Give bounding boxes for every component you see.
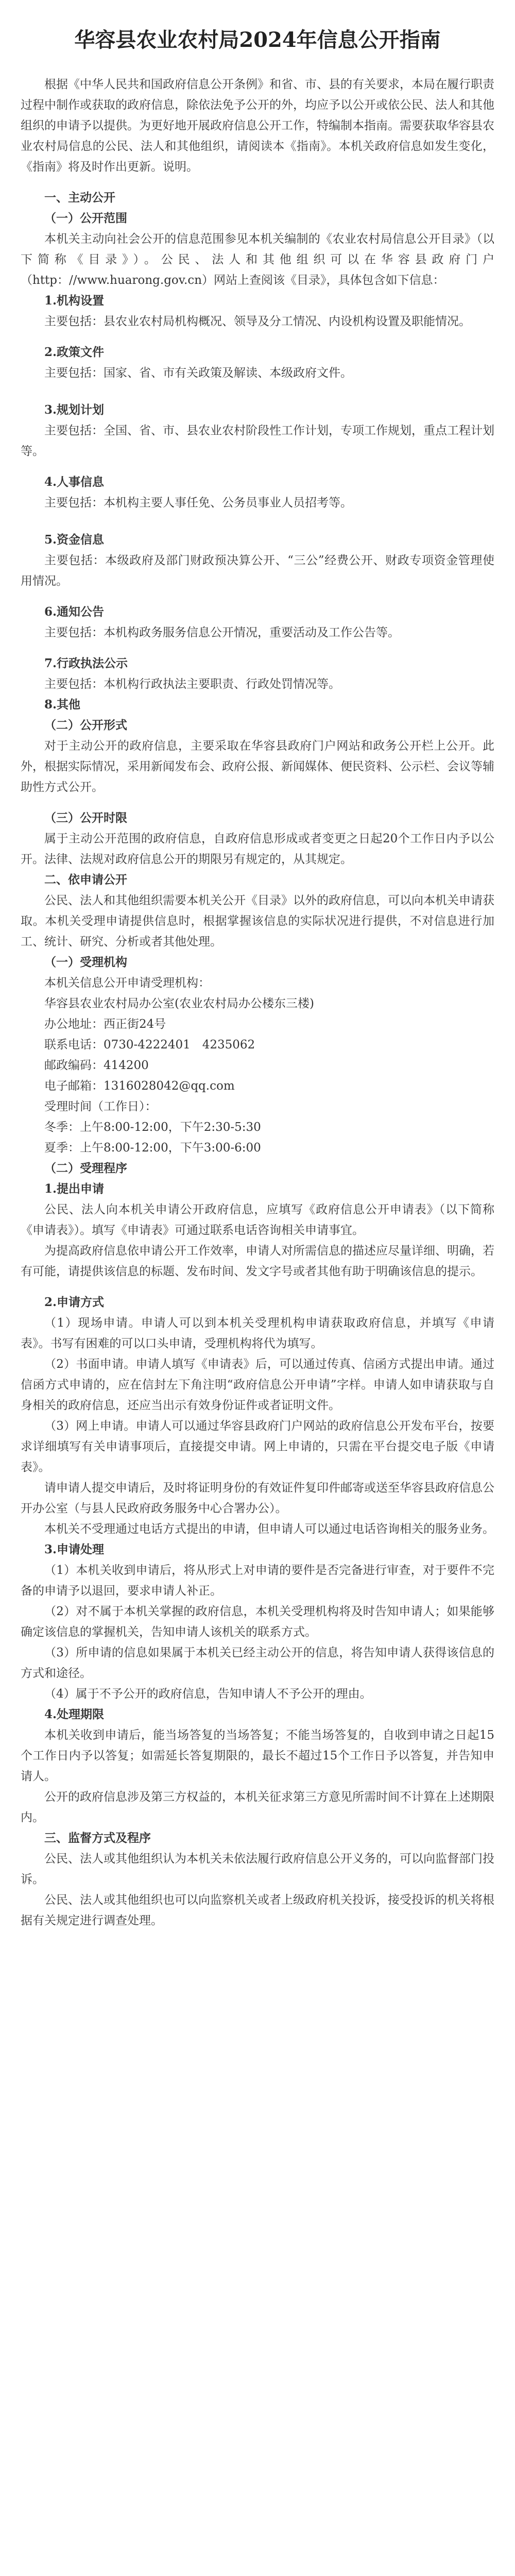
paragraph: 请申请人提交申请后，及时将证明身份的有效证件复印件邮寄或送至华容县政府信息公开办公室（与县人民政府政务服务中心合署办公）。 [21, 1481, 494, 1515]
section-heading: 一、主动公开 [44, 191, 115, 205]
paragraph: 主要包括：全国、省、市、县农业农村阶段性工作计划，专项工作规划，重点工程计划等。 [21, 424, 494, 458]
paragraph: 本机关收到申请后，能当场答复的当场答复；不能当场答复的，自收到申请之日起15个工作日内予以答复；如需延长答复期限的，最长不超过15个工作日予以答复，并告知申请人。 [21, 1728, 494, 1783]
section-heading: 二、依申请公开 [44, 873, 127, 887]
paragraph: 华容县农业农村局办公室(农业农村局办公楼东三楼) [44, 997, 314, 1010]
paragraph: 主要包括：国家、省、市有关政策及解读、本级政府文件。 [44, 366, 352, 380]
paragraph: （3）所申请的信息如果属于本机关已经主动公开的信息，将告知申请人获得该信息的方式和途径。 [21, 1646, 494, 1680]
section-heading: 4.处理期限 [44, 1707, 105, 1721]
paragraph: 冬季：上午8:00-12:00，下午2:30-5:30 [44, 1121, 261, 1134]
section-heading: 2.政策文件 [44, 345, 105, 359]
paragraph: 本机关不受理通过电话方式提出的申请，但申请人可以通过电话咨询相关的服务业务。 [44, 1522, 494, 1536]
paragraph: 属于主动公开范围的政府信息，自政府信息形成或者变更之日起20个工作日内予以公开。法律、法规对政府信息公开的期限另有规定的，从其规定。 [21, 832, 494, 866]
paragraph: 主要包括：本机构政务服务信息公开情况，重要活动及工作公告等。 [44, 626, 400, 639]
paragraph: 受理时间（工作日）： [44, 1100, 157, 1113]
paragraph: 主要包括：县农业农村局机构概况、领导及分工情况、内设机构设置及职能情况。 [44, 315, 471, 328]
section-heading: 三、监督方式及程序 [44, 1831, 151, 1845]
document-body [21, 74, 494, 1931]
section-heading: 3.申请处理 [44, 1543, 105, 1556]
section-heading: （三）公开时限 [44, 811, 127, 825]
paragraph: （1）现场申请。申请人可以到本机关受理机构申请获取政府信息，并填写《申请表》。书写有困难的可以口头申请，受理机构将代为填写。 [21, 1316, 494, 1350]
paragraph: 电子邮箱：1316028042@qq.com [44, 1079, 235, 1093]
paragraph: 根据《中华人民共和国政府信息公开条例》和省、市、县的有关要求，本局在履行职责过程中制作或获取的政府信息，除依法免予公开的外，均应予以公开或依公民、法人和其他组织的申请予以提供。为更好地开展政府信息公开工作，特编制本指南。需要获取华容县农业农村局信息的公民、法人和其他组织，请阅读本《指南》。本机关政府信息如发生变化，《指南》将及时作出更新。说明。 [21, 78, 494, 174]
paragraph: （2）对不属于本机关掌握的政府信息，本机关受理机构将及时告知申请人；如果能够确定该信息的掌握机关，告知申请人该机关的联系方式。 [21, 1605, 494, 1639]
section-heading: （二）受理程序 [44, 1161, 127, 1175]
section-heading: （一）受理机构 [44, 955, 127, 969]
paragraph: 夏季：上午8:00-12:00，下午3:00-6:00 [44, 1141, 261, 1155]
paragraph: 本机关信息公开申请受理机构： [44, 976, 210, 990]
paragraph: 本机关主动向社会公开的信息范围参见本机关编制的《农业农村局信息公开目录》（以下简称《目录》）。公民、法人和其他组织可以在华容县政府门户（http：//www.huarong.gov.cn）网站上查阅该《目录》，具体包含如下信息： [21, 232, 494, 287]
section-heading: （二）公开形式 [44, 718, 127, 732]
section-heading: 8.其他 [44, 698, 81, 711]
paragraph: 邮政编码：414200 [44, 1059, 149, 1072]
paragraph: （3）网上申请。申请人可以通过华容县政府门户网站的政府信息公开发布平台，按要求详细填写有关申请事项后，直接提交申请。网上申请的，只需在平台提交电子版《申请表》。 [21, 1419, 494, 1474]
section-heading: 1.机构设置 [44, 294, 105, 308]
paragraph: 联系电话：0730-4222401 4235062 [44, 1038, 255, 1052]
paragraph: 对于主动公开的政府信息，主要采取在华容县政府门户网站和政务公开栏上公开。此外，根据实际情况，采用新闻发布会、政府公报、新闻媒体、便民资料、公示栏、会议等辅助性方式公开。 [21, 739, 494, 794]
paragraph: 为提高政府信息依申请公开工作效率，申请人对所需信息的描述应尽量详细、明确，若有可能，请提供该信息的标题、发布时间、发文字号或者其他有助于明确该信息的提示。 [21, 1244, 494, 1278]
section-heading: （一）公开范围 [44, 211, 127, 225]
paragraph: 主要包括：本机构主要人事任免、公务员事业人员招考等。 [44, 496, 352, 510]
paragraph: 公民、法人或其他组织认为本机关未依法履行政府信息公开义务的，可以向监督部门投诉。 [21, 1852, 494, 1886]
section-heading: 5.资金信息 [44, 533, 105, 547]
section-heading: 7.行政执法公示 [44, 656, 128, 670]
paragraph: 主要包括：本机构行政执法主要职责、行政处罚情况等。 [44, 677, 340, 691]
paragraph: （4）属于不予公开的政府信息，告知申请人不予公开的理由。 [44, 1687, 372, 1701]
section-heading: 1.提出申请 [44, 1182, 105, 1196]
section-heading: 2.申请方式 [44, 1295, 105, 1309]
paragraph: 办公地址：西正街24号 [44, 1018, 166, 1031]
paragraph: 公民、法人和其他组织需要本机关公开《目录》以外的政府信息，可以向本机关申请获取。本机关受理申请提供信息时，根据掌握该信息的实际状况进行提供，不对信息进行加工、统计、研究、分析或者其他处理。 [21, 894, 494, 948]
paragraph: 公开的政府信息涉及第三方权益的，本机关征求第三方意见所需时间不计算在上述期限内。 [21, 1790, 494, 1824]
paragraph: 主要包括：本级政府及部门财政预决算公开、“三公”经费公开、财政专项资金管理使用情况。 [21, 554, 494, 588]
paragraph: 公民、法人向本机关申请公开政府信息，应填写《政府信息公开申请表》（以下简称《申请表》）。填写《申请表》可通过联系电话咨询相关申请事宜。 [21, 1203, 494, 1237]
section-heading: 3.规划计划 [44, 403, 105, 417]
paragraph: （1）本机关收到申请后，将从形式上对申请的要件是否完备进行审查，对于要件不完备的申请予以退回，要求申请人补正。 [21, 1564, 494, 1598]
paragraph: （2）书面申请。申请人填写《申请表》后，可以通过传真、信函方式提出申请。通过信函方式申请的，应在信封左下角注明“政府信息公开申请”字样。申请人如申请获取与自身相关的政府信息，还应当出示有效身份证件或者证明文件。 [21, 1358, 494, 1412]
document-title: 华容县农业农村局2024年信息公开指南 [74, 28, 441, 52]
paragraph: 公民、法人或其他组织也可以向监察机关或者上级政府机关投诉，接受投诉的机关将根据有关规定进行调查处理。 [21, 1893, 494, 1927]
section-heading: 6.通知公告 [44, 605, 105, 619]
section-heading: 4.人事信息 [44, 475, 105, 489]
